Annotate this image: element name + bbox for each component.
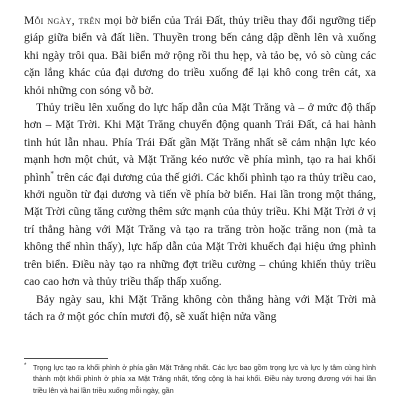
paragraph-2-text-a: Thủy triều lên xuống do lực hấp dẫn của Mặt Trăng và – ở mức độ thấp hơn – Mặt Trời. Khi Mặt Trăng chuyển động quanh Trái Đất, cả hai hành tinh hút lẫn nhau. Phía Trái Đất gần Mặt Trăng nhất sẽ cảm nhận lực kéo mạnh hơn một chút, và Mặt Trăng kéo nước về phía mình, tạo ra hai khối phình [24, 101, 376, 184]
footnote-reference: * [50, 169, 54, 178]
paragraph-1-text: mọi bờ biển của Trái Đất, thủy triều thay đổi ngưỡng tiếp giáp giữa biển và đất liền. Thuyền trong bến cảng dập dềnh lên và xuống khi ngày trôi qua. Bãi biển mở rộng rồi thu hẹp, và tảo bẹ, vỏ sò cùng các cặn lắng khác của đại dương do triều xuống để lại khô cong trên cát, xa khỏi những con sóng vỗ bờ. [24, 14, 376, 97]
footnote [24, 363, 376, 397]
paragraph-2 [24, 99, 376, 290]
paragraph-1 [24, 12, 376, 99]
paragraph-3 [24, 291, 376, 326]
footnote-marker: * [24, 363, 27, 369]
paragraph-3-text: Bảy ngày sau, khi Mặt Trăng không còn thẳng hàng với Mặt Trời mà tách ra ở một góc chín mươi độ, sẽ xuất hiện nửa vầng [24, 292, 376, 323]
paragraph-2-text-b: trên các đại dương của thế giới. Các khối phình tạo ra thủy triều cao, khởi nguồn từ đại dương và tiến về phía bờ biển. Hai lần trong một tháng, Mặt Trời cũng tăng cường thêm sức mạnh của thủy triều. Khi Mặt Trời ở vị trí thẳng hàng với Mặt Trăng và tạo ra trăng tròn hoặc trăng non (mà ta không thể nhìn thấy), lực hấp dẫn của Mặt Trời khuếch đại hiệu ứng phình trên biển. Điều này tạo ra những đợt triều cường – chúng khiến thủy triều cao cao hơn và thủy triều thấp thấp xuống. [24, 170, 376, 289]
paragraph-lead: Mỗi ngày, trên [24, 14, 101, 27]
main-text [24, 12, 376, 325]
footnote-text: Trọng lực tạo ra khối phình ở phía gần Mặt Trăng nhất. Các lực bao gồm trọng lực và lực ly tâm cùng hình thành một khối phình ở phía xa Mặt Trăng nhất, tổng cộng là hai khối. Điều này tương đương với hai lần triều lên và hai lần triều xuống mỗi ngày, gần [33, 364, 376, 395]
footnote-divider [24, 358, 108, 359]
